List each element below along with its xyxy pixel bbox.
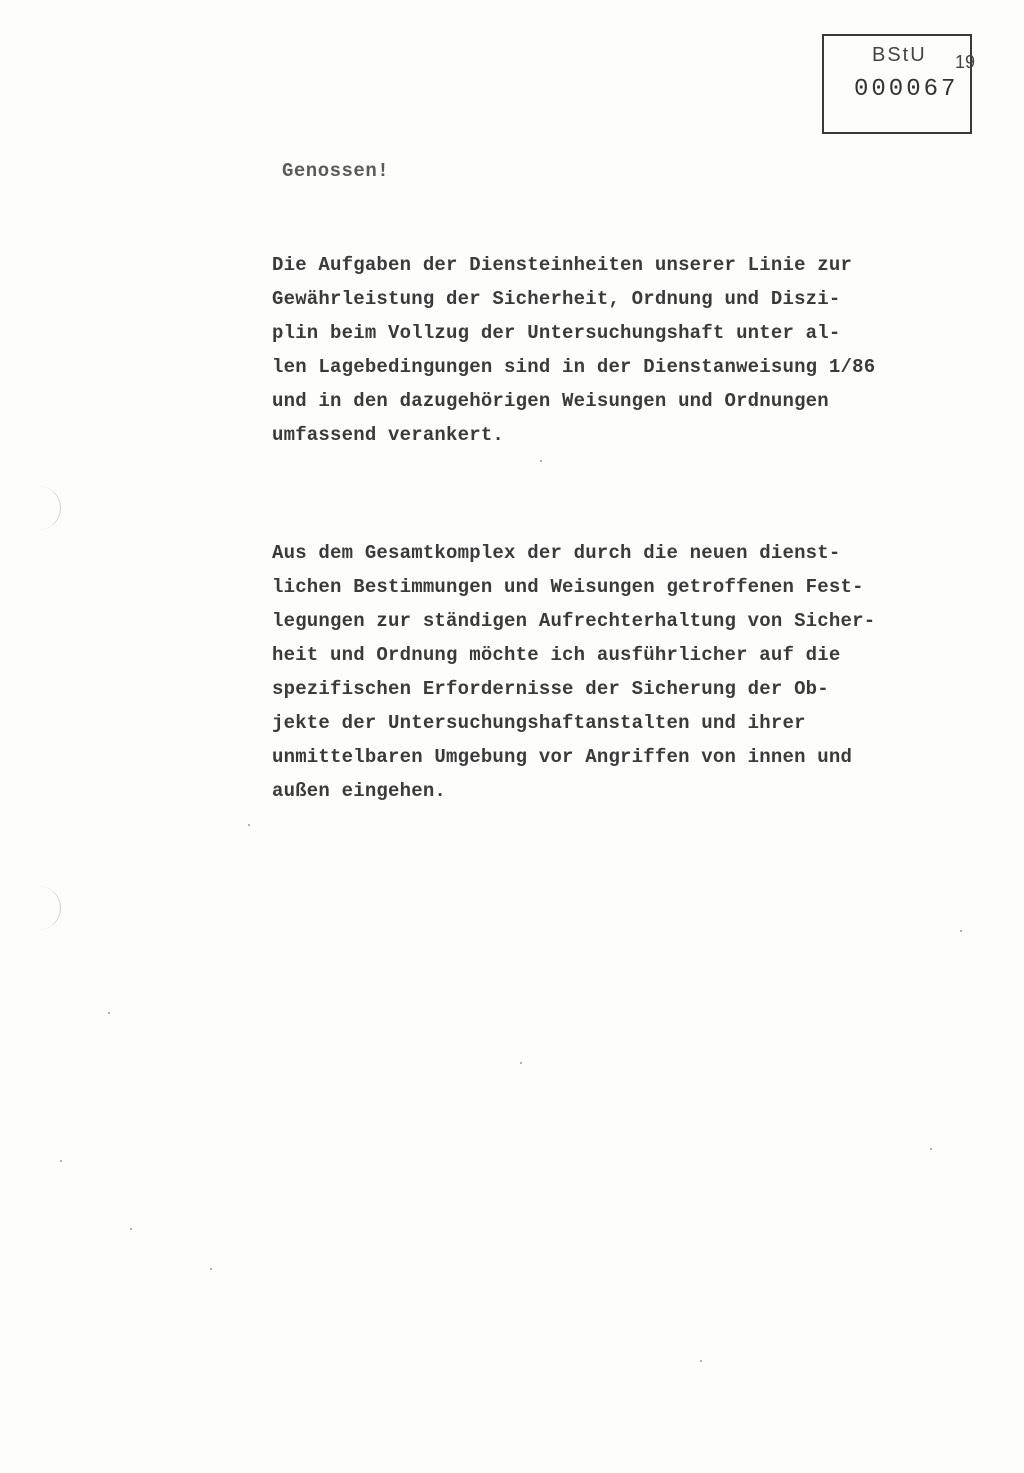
paragraph bbox=[272, 248, 875, 452]
punch-hole-mark bbox=[34, 886, 61, 930]
scan-speck bbox=[60, 1160, 62, 1162]
scan-speck bbox=[130, 1228, 132, 1230]
stamp-number: 000067 bbox=[854, 76, 959, 103]
paragraph bbox=[272, 536, 875, 808]
scan-speck bbox=[540, 460, 542, 462]
text-line: umfassend verankert. bbox=[272, 424, 505, 446]
text-line: außen eingehen. bbox=[272, 780, 447, 802]
text-line: heit und Ordnung möchte ich ausführlicher auf die bbox=[272, 644, 841, 666]
text-line: Aus dem Gesamtkomplex der durch die neuen dienst- bbox=[272, 542, 841, 564]
scan-speck bbox=[930, 1148, 932, 1150]
punch-hole-mark bbox=[34, 486, 61, 530]
salutation: Genossen! bbox=[282, 160, 390, 182]
scan-speck bbox=[248, 824, 250, 826]
text-line: lichen Bestimmungen und Weisungen getroffenen Fest- bbox=[272, 576, 864, 598]
scan-speck bbox=[108, 1012, 110, 1014]
text-line: spezifischen Erfordernisse der Sicherung der Ob- bbox=[272, 678, 829, 700]
text-line: len Lagebedingungen sind in der Dienstanweisung 1/86 bbox=[272, 356, 876, 378]
text-line: Die Aufgaben der Diensteinheiten unserer Linie zur bbox=[272, 254, 853, 276]
scan-speck bbox=[210, 1268, 212, 1270]
text-line: unmittelbaren Umgebung vor Angriffen von innen und bbox=[272, 746, 853, 768]
scan-speck bbox=[960, 930, 962, 932]
text-line: Gewährleistung der Sicherheit, Ordnung und Diszi- bbox=[272, 288, 841, 310]
text-line: plin beim Vollzug der Untersuchungshaft unter al- bbox=[272, 322, 841, 344]
archive-stamp bbox=[822, 34, 972, 134]
stamp-label: BStU bbox=[872, 44, 927, 66]
scan-speck bbox=[700, 1360, 702, 1362]
text-line: und in den dazugehörigen Weisungen und Ordnungen bbox=[272, 390, 829, 412]
scan-speck bbox=[520, 1062, 522, 1064]
page-number: 19 bbox=[955, 52, 976, 72]
text-line: legungen zur ständigen Aufrechterhaltung von Sicher- bbox=[272, 610, 876, 632]
text-line: jekte der Untersuchungshaftanstalten und ihrer bbox=[272, 712, 806, 734]
